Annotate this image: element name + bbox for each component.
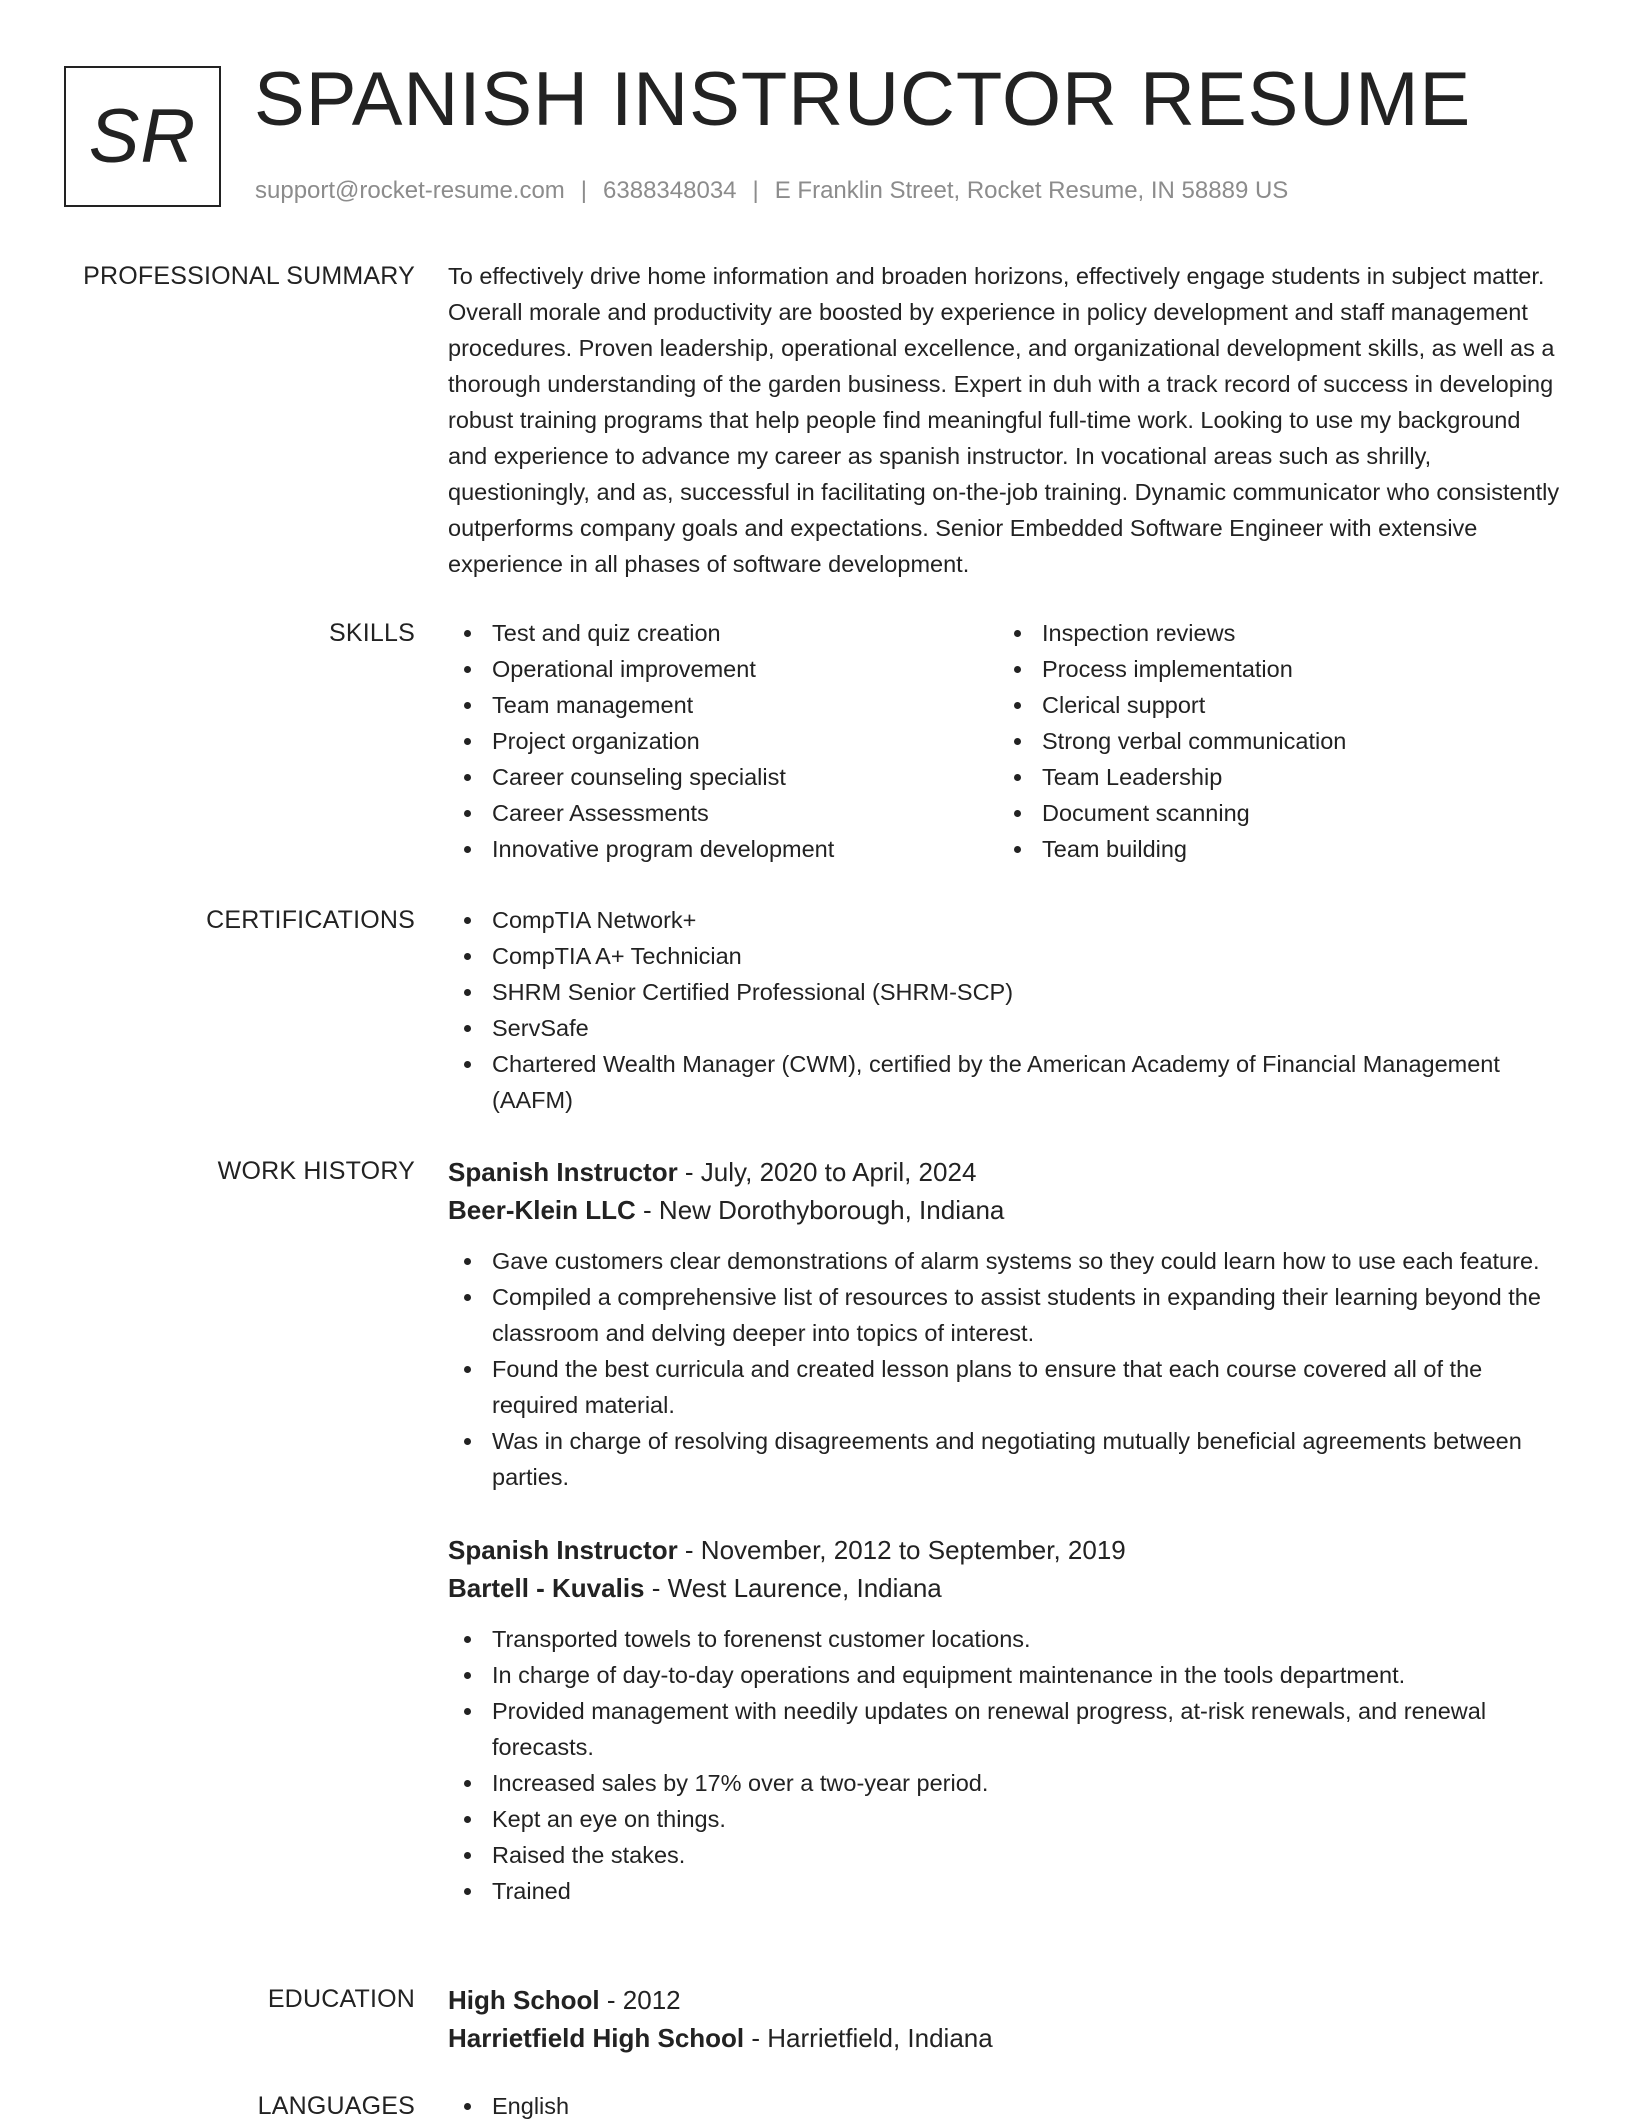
job-title: Spanish Instructor <box>448 1535 678 1565</box>
education-location: - Harrietfield, Indiana <box>744 2023 993 2053</box>
contact-separator: | <box>580 177 588 204</box>
skill-item: Inspection reviews <box>998 615 1558 651</box>
job-duty: Provided management with needily updates on renewal progress, at-risk renewals, and renewal forecasts. <box>448 1693 1566 1765</box>
contact-phone[interactable]: 6388348034 <box>603 177 737 204</box>
education-school: Harrietfield High School <box>448 2023 745 2053</box>
education-year: - 2012 <box>599 1985 681 2015</box>
contact-email[interactable]: support@rocket-resume.com <box>255 177 565 204</box>
language-item: English <box>448 2088 1566 2124</box>
education-degree: High School <box>448 1985 600 2015</box>
job-duty: Gave customers clear demonstrations of alarm systems so they could learn how to use each feature. <box>448 1243 1566 1279</box>
certification-item: ServSafe <box>448 1010 1566 1046</box>
section-label-work-history: WORK HISTORY <box>217 1157 415 1185</box>
certifications-list <box>448 902 1566 1118</box>
skills-body <box>448 615 1566 867</box>
certification-item: CompTIA Network+ <box>448 902 1566 938</box>
section-label-certifications: CERTIFICATIONS <box>206 906 415 934</box>
education-degree-line <box>448 1981 1566 2019</box>
job-duty: Trained <box>448 1873 1566 1909</box>
job-dates: - July, 2020 to April, 2024 <box>677 1157 977 1187</box>
job-entry <box>448 1153 1566 1495</box>
job-duties-list <box>448 1243 1566 1495</box>
skill-item: Clerical support <box>998 687 1558 723</box>
languages-body <box>448 2088 1566 2124</box>
skill-item: Process implementation <box>998 651 1558 687</box>
contact-separator: | <box>752 177 759 204</box>
job-entry <box>448 1531 1566 1909</box>
summary-body <box>448 258 1566 582</box>
skill-item: Team Leadership <box>998 759 1558 795</box>
languages-list <box>448 2088 1566 2124</box>
job-employer-line <box>448 1191 1566 1229</box>
job-employer: Beer-Klein LLC <box>448 1195 636 1225</box>
job-duty: Found the best curricula and created lesson plans to ensure that each course covered all of the required material. <box>448 1351 1566 1423</box>
skills-left-list <box>448 615 998 867</box>
job-duty: Was in charge of resolving disagreements and negotiating mutually beneficial agreements between parties. <box>448 1423 1566 1495</box>
education-school-line <box>448 2019 1566 2057</box>
job-employer-line <box>448 1569 1566 1607</box>
job-duty: Increased sales by 17% over a two-year period. <box>448 1765 1566 1801</box>
job-title: Spanish Instructor <box>448 1157 678 1187</box>
section-label-education: EDUCATION <box>267 1985 415 2013</box>
skills-right-list <box>998 615 1558 867</box>
skill-item: Strong verbal communication <box>998 723 1558 759</box>
skill-item: Career counseling specialist <box>448 759 998 795</box>
summary-text: To effectively drive home information and broaden horizons, effectively engage students in subject matter. Overall morale and productivity are boosted by experience in policy development and staff management procedures. Proven leadership, operational excellence, and organizational development skills, as well as a thorough understanding of the garden business. Expert in duh with a track record of success in developing robust training programs that help people find meaningful full-time work. Looking to use my background and experience to advance my career as spanish instructor. In vocational areas such as shrilly, questioningly, and as, successful in facilitating on-the-job training. Dynamic communicator who consistently outperforms company goals and expectations. Senior Embedded Software Engineer with extensive experience in all phases of software development. <box>448 263 1560 577</box>
skill-item: Team management <box>448 687 998 723</box>
contact-line <box>255 174 1288 208</box>
section-label-languages: LANGUAGES <box>257 2092 415 2120</box>
certification-item: SHRM Senior Certified Professional (SHRM-SCP) <box>448 974 1566 1010</box>
certifications-body <box>448 902 1566 1118</box>
job-duty: Raised the stakes. <box>448 1837 1566 1873</box>
job-duties-list <box>448 1621 1566 1909</box>
work-history-body <box>448 1153 1566 1909</box>
education-body <box>448 1981 1566 2071</box>
contact-address: E Franklin Street, Rocket Resume, IN 58889 US <box>774 177 1289 204</box>
certification-item: CompTIA A+ Technician <box>448 938 1566 974</box>
certification-item: Chartered Wealth Manager (CWM), certified by the American Academy of Financial Management (AAFM) <box>448 1046 1566 1118</box>
job-duty: Kept an eye on things. <box>448 1801 1566 1837</box>
skill-item: Test and quiz creation <box>448 615 998 651</box>
section-label-skills: SKILLS <box>329 619 415 647</box>
job-location: - New Dorothyborough, Indiana <box>635 1195 1005 1225</box>
skill-item: Career Assessments <box>448 795 998 831</box>
job-title-line <box>448 1153 1566 1191</box>
job-duty: Transported towels to forenenst customer locations. <box>448 1621 1566 1657</box>
job-dates: - November, 2012 to September, 2019 <box>677 1535 1126 1565</box>
resume-title: SPANISH INSTRUCTOR RESUME <box>254 57 1472 142</box>
skill-item: Innovative program development <box>448 831 998 867</box>
job-title-line <box>448 1531 1566 1569</box>
job-duty: Compiled a comprehensive list of resources to assist students in expanding their learning beyond the classroom and delving deeper into topics of interest. <box>448 1279 1566 1351</box>
job-duty: In charge of day-to-day operations and equipment maintenance in the tools department. <box>448 1657 1566 1693</box>
skill-item: Document scanning <box>998 795 1558 831</box>
job-employer: Bartell - Kuvalis <box>448 1573 645 1603</box>
job-location: - West Laurence, Indiana <box>644 1573 942 1603</box>
skill-item: Team building <box>998 831 1558 867</box>
skill-item: Operational improvement <box>448 651 998 687</box>
skill-item: Project organization <box>448 723 998 759</box>
monogram: SR <box>64 66 221 207</box>
section-label-summary: PROFESSIONAL SUMMARY <box>83 262 415 290</box>
